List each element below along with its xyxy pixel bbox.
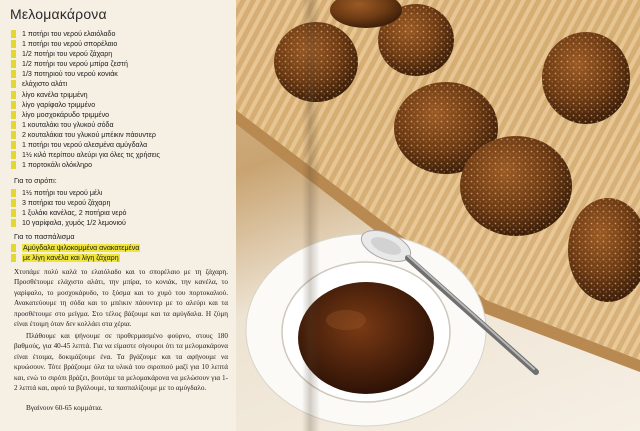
ingredient-item: 1 ποτήρι του νερού αλεσμένα αμύγδαλα — [10, 140, 160, 150]
bullet-marker — [11, 101, 16, 109]
syrup-item: 3 ποτήρια του νερού ζάχαρη — [10, 198, 126, 208]
photo-illustration — [236, 0, 640, 431]
ingredient-item: 1/2 ποτήρι του νερού μπίρα ζεστή — [10, 59, 160, 69]
syrup-item: 1 ξυλάκι κανέλας, 2 ποτήρια νερό — [10, 208, 126, 218]
ingredient-item: λίγο κανέλα τριμμένη — [10, 90, 160, 100]
bullet-marker — [11, 70, 16, 78]
topping-heading: Για το πασπάλισμα — [14, 232, 75, 241]
method-paragraph-1: Χτυπάμε πολύ καλά το ελαιόλαδο και το σπορέλαιο με τη ζάχαρη. Προσθέτουμε ελάχιστο αλάτι, την μπίρα, το κονιάκ, την κανέλα, το γαρίφαλο, το μοσχοκάρυδο, το ξύσμα και το χυμό του πορτοκαλιού. Ανακατεύουμε τη σόδα και το μπέικιν πάουντερ με το αλεύρι και τα προσθέτουμε στο μείγμα. Στο τέλος βάζουμε και τα αμύγδαλα. Η ζύμη είναι έτοιμη όταν δεν κολλάει στα χέρια. — [14, 268, 228, 329]
recipe-title: Μελομακάρονα — [10, 6, 107, 22]
bullet-marker — [11, 151, 16, 159]
bullet-marker — [11, 50, 16, 58]
topping-list — [10, 243, 140, 263]
bullet-marker — [11, 131, 16, 139]
ingredient-item: 1½ κιλό περίπου αλεύρι για όλες τις χρήσεις — [10, 150, 160, 160]
ingredient-item: ελάχιστο αλάτι — [10, 79, 160, 89]
syrup-heading: Για το σιρόπι: — [14, 176, 57, 185]
ingredient-item: 1/3 ποτηριού του νερού κονιάκ — [10, 69, 160, 79]
bullet-marker — [11, 141, 16, 149]
bullet-marker — [11, 244, 16, 252]
ingredients-list — [10, 29, 160, 170]
bullet-marker — [11, 30, 16, 38]
bullet-marker — [11, 199, 16, 207]
page-gutter — [302, 0, 320, 431]
bullet-marker — [11, 111, 16, 119]
bullet-marker — [11, 219, 16, 227]
ingredient-item: 1 ποτήρι του νερού ελαιόλαδο — [10, 29, 160, 39]
tea-cup — [246, 234, 486, 426]
bullet-marker — [11, 40, 16, 48]
syrup-item: 1½ ποτήρι του νερού μέλι — [10, 188, 126, 198]
ingredient-item: 1/2 ποτήρι του νερού ζάχαρη — [10, 49, 160, 59]
syrup-list — [10, 188, 126, 228]
ingredient-item: 1 κουταλάκι του γλυκού σόδα — [10, 120, 160, 130]
ingredient-item: λίγο μοσχοκάρυδο τριμμένο — [10, 110, 160, 120]
bullet-marker — [11, 91, 16, 99]
bullet-marker — [11, 60, 16, 68]
bullet-marker — [11, 209, 16, 217]
ingredient-item: 1 πορτοκάλι ολόκληρο — [10, 160, 160, 170]
topping-item: με λίγη κανέλα και λίγη ζάχαρη — [10, 253, 140, 263]
ingredient-item: λίγο γαρίφαλο τριμμένο — [10, 100, 160, 110]
bullet-marker — [11, 161, 16, 169]
bullet-marker — [11, 254, 16, 262]
bullet-marker — [11, 80, 16, 88]
yield-note: Βγαίνουν 60-65 κομμάτια. — [26, 404, 103, 412]
syrup-item: 10 γαρίφαλα, χυμός 1/2 λεμονιού — [10, 218, 126, 228]
topping-item: Αμύγδαλα ψιλοκομμένα ανακατεμένα — [10, 243, 140, 253]
method-paragraph-2: Πλάθουμε και ψήνουμε σε προθερμασμένο φούρνο, στους 180 βαθμούς, για 40-45 λεπτά. Για να είμαστε σίγουροι ότι τα μελομακάρονα είναι έτοιμα, δοκιμάζουμε ένα. Τα βγάζουμε και τα αφήνουμε να κρυώσουν. Τότε βράζουμε όλα τα υλικά του σιροπιού μαζί για 10 λεπτά και, ενώ το σιρόπι βράζει, βουτάμε τα μελομακάρονα να μελώσουν για 1-2 λεπτά και, αφού τα βγάλουμε, τα πασπαλίζουμε με το αμύγδαλο. — [14, 332, 228, 393]
ingredient-item: 1 ποτήρι του νερού σπορέλαιο — [10, 39, 160, 49]
bullet-marker — [11, 189, 16, 197]
recipe-page — [0, 0, 236, 431]
bullet-marker — [11, 121, 16, 129]
ingredient-item: 2 κουταλάκια του γλυκού μπέικιν πάουντερ — [10, 130, 160, 140]
food-photo — [236, 0, 640, 431]
